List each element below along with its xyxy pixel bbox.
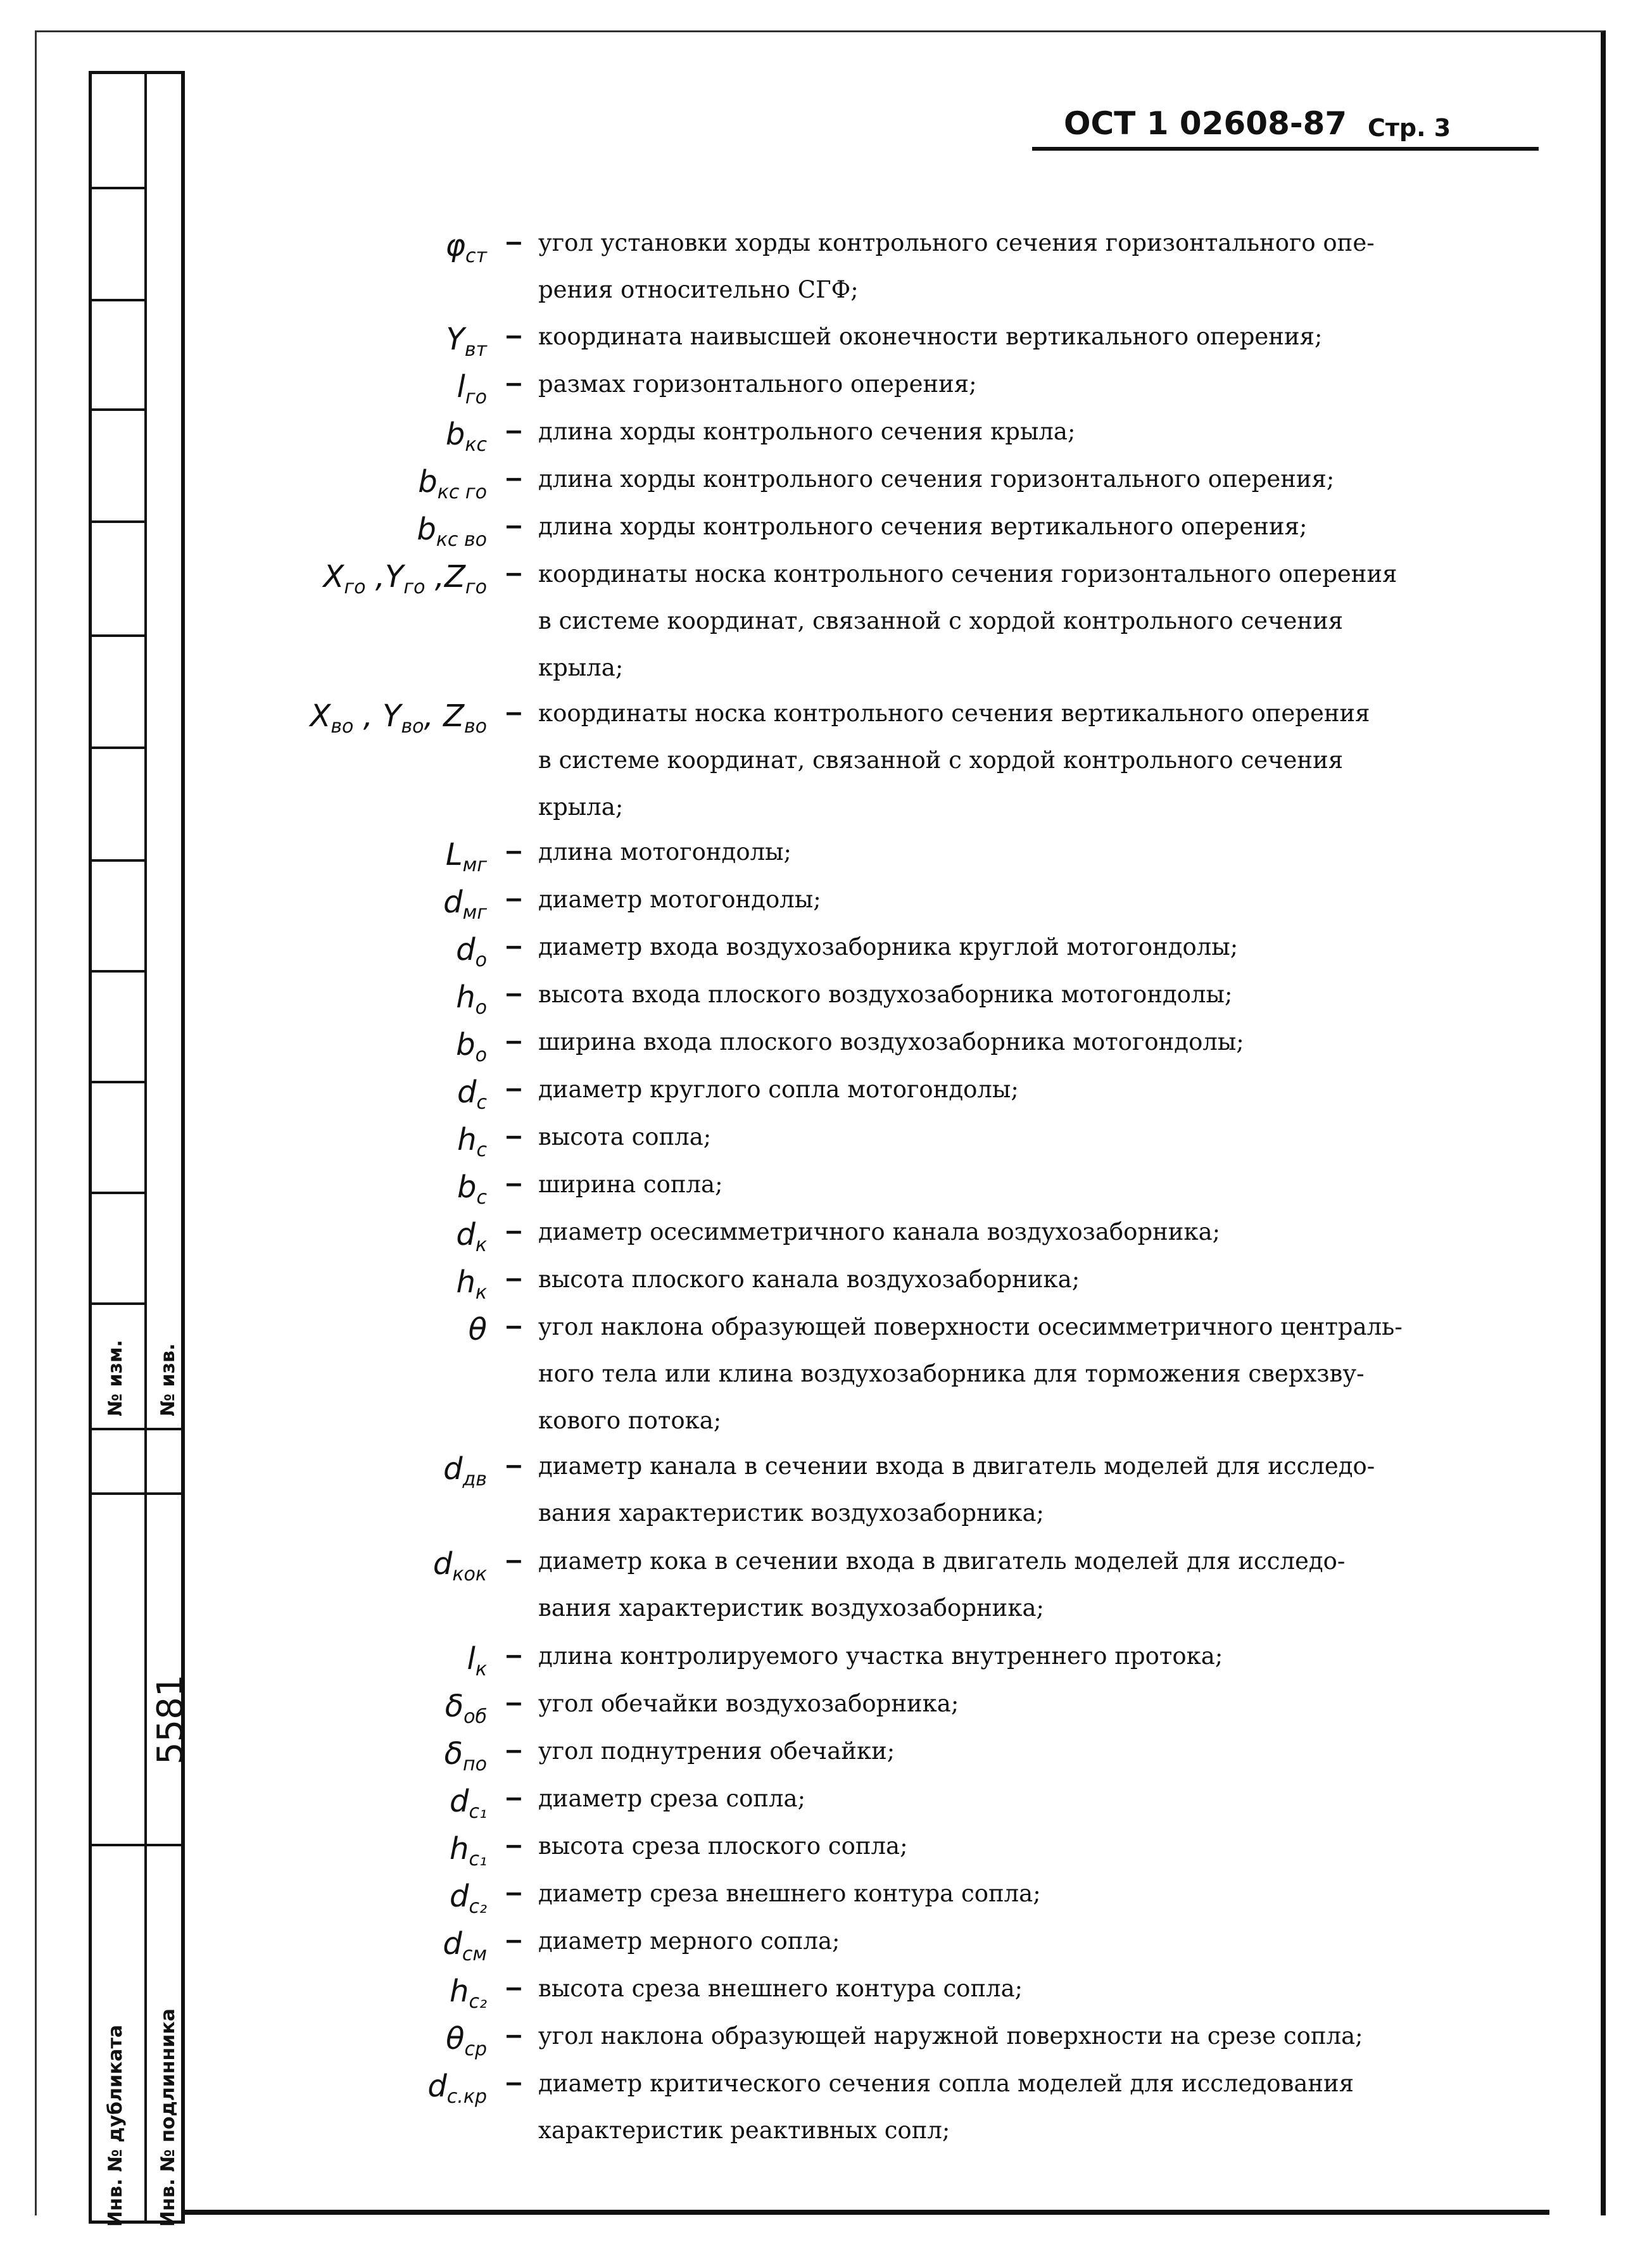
symbol-entry <box>0 1926 1652 1970</box>
symbol-subscript: с₂ <box>469 1896 487 1918</box>
symbol: $l_к$ <box>467 1641 487 1680</box>
symbol: $\delta_{по}$ <box>444 1736 487 1775</box>
symbol-definition-line: кового потока; <box>538 1407 722 1434</box>
symbol-definition-line: диаметр среза сопла; <box>538 1785 806 1812</box>
bottom-frame-rule <box>185 2210 1549 2215</box>
symbol-entry <box>0 464 1652 508</box>
change-number-label: № изм. <box>104 1340 127 1416</box>
symbol-definition-line: диаметр круглого сопла мотогондолы; <box>538 1076 1019 1103</box>
strip-row-divider <box>92 187 144 189</box>
symbol-definition-line: длина хорды контрольного сечения крыла; <box>538 418 1076 445</box>
symbol-subscript: кс во <box>436 529 487 551</box>
definition-dash: – <box>507 1546 521 1574</box>
symbol-definition-line: ного тела или клина воздухозаборника для торможения сверхзву- <box>538 1360 1365 1387</box>
definition-dash: – <box>507 1217 521 1245</box>
definition-dash: – <box>507 2069 521 2096</box>
symbol: $b_{кс го}$ <box>418 464 487 503</box>
definition-dash: – <box>507 1169 521 1197</box>
symbol-definition-line: вания характеристик воздухозаборника; <box>538 1499 1044 1527</box>
symbol-entry <box>0 980 1652 1024</box>
definition-dash: – <box>507 228 521 256</box>
strip-row-divider <box>92 299 144 301</box>
symbol-definition-line: ширина входа плоского воздухозаборника мотогондолы; <box>538 1028 1244 1055</box>
symbol: $d_к$ <box>456 1217 487 1256</box>
symbol-definition-line: диаметр канала в сечении входа в двигатель моделей для исследо- <box>538 1452 1375 1480</box>
symbol-definition-line: диаметр входа воздухозаборника круглой мотогондолы; <box>538 933 1239 961</box>
symbol-subscript: о <box>475 949 487 971</box>
symbol-subscript: го <box>465 386 487 408</box>
strip-row-divider <box>92 747 144 749</box>
symbol-entry <box>0 1027 1652 1071</box>
document-code: ОСТ 1 02608-87 <box>1064 105 1347 142</box>
symbol-definition-line: высота плоского канала воздухозаборника; <box>538 1266 1080 1293</box>
symbol-definition-line: длина хорды контрольного сечения вертикального оперения; <box>538 513 1308 540</box>
symbol-subscript: с <box>476 1092 487 1114</box>
symbol-definition-line: координаты носка контрольного сечения вертикального оперения <box>538 700 1370 727</box>
symbol-definition-line: крыла; <box>538 654 624 681</box>
symbol-entry <box>0 1736 1652 1780</box>
symbol-definition-line: угол наклона образующей поверхности осесимметричного централь- <box>538 1313 1403 1340</box>
definition-dash: – <box>507 1974 521 2001</box>
definition-dash: – <box>507 1736 521 1764</box>
symbol-subscript: кс <box>465 434 487 456</box>
page-number: Стр. 3 <box>1368 114 1451 142</box>
symbol-definition-line: крыла; <box>538 793 624 821</box>
symbol-entry <box>0 1641 1652 1685</box>
symbol-definition-line: размах горизонтального оперения; <box>538 370 977 398</box>
definition-dash: – <box>507 464 521 492</box>
symbol-definition-line: угол обечайки воздухозаборника; <box>538 1690 959 1717</box>
definition-dash: – <box>507 1074 521 1102</box>
symbol-entry <box>0 1264 1652 1309</box>
symbol-subscript: о <box>475 997 487 1019</box>
definition-dash: – <box>507 1264 521 1292</box>
definition-dash: – <box>507 932 521 960</box>
definition-dash: – <box>507 1689 521 1717</box>
symbol: $d_{кок}$ <box>432 1546 487 1585</box>
symbol-subscript: к <box>475 1658 487 1680</box>
symbol-subscript: кс го <box>437 481 487 503</box>
symbol-entry <box>0 322 1652 366</box>
symbol-subscript: об <box>463 1706 487 1728</box>
definition-dash: – <box>507 2021 521 2049</box>
symbol-definition-line: рения относительно СГФ; <box>538 276 859 303</box>
symbol-definition-line: высота входа плоского воздухозаборника мотогондолы; <box>538 981 1233 1008</box>
notice-number-label: № изв. <box>157 1343 179 1416</box>
definition-dash: – <box>507 980 521 1007</box>
original-inventory-number: 5581 <box>150 1674 191 1765</box>
symbol: $d_{дв}$ <box>443 1451 487 1490</box>
symbol-entry <box>0 932 1652 976</box>
symbol-subscript: вт <box>464 339 487 361</box>
symbol-subscript: к <box>475 1234 487 1256</box>
definition-dash: – <box>507 698 521 726</box>
symbol: $d_{с.кр}$ <box>427 2069 487 2108</box>
symbol-definition-line: диаметр мотогондолы; <box>538 886 821 913</box>
definition-dash: – <box>507 1122 521 1150</box>
page-header <box>1032 101 1539 152</box>
symbol-entry <box>0 1451 1652 1527</box>
symbol-definition-line: характеристик реактивных сопл; <box>538 2117 950 2144</box>
definition-dash: – <box>507 885 521 912</box>
symbol-subscript: с <box>476 1139 487 1161</box>
symbol-subscript: мг <box>462 854 487 876</box>
symbol-entry <box>0 1217 1652 1261</box>
symbol: $b_{кс во}$ <box>417 512 487 551</box>
symbol: $Y_{вт}$ <box>446 322 487 361</box>
symbol-entry <box>0 1879 1652 1923</box>
symbol: $d_о$ <box>456 932 487 971</box>
symbol-entry <box>0 228 1652 303</box>
symbol-subscript: с₁ <box>469 1848 487 1870</box>
symbol-entry <box>0 512 1652 556</box>
definition-dash: – <box>507 837 521 865</box>
symbol-definition-line: угол поднутрения обечайки; <box>538 1737 895 1765</box>
symbol: θ <box>468 1312 487 1347</box>
symbol-definition-line: длина мотогондолы; <box>538 838 792 866</box>
definition-dash: – <box>507 512 521 539</box>
symbol: $d_с$ <box>457 1074 487 1114</box>
symbol-definition-line: диаметр среза внешнего контура сопла; <box>538 1880 1041 1907</box>
definition-dash: – <box>507 322 521 350</box>
definition-dash: – <box>507 1451 521 1479</box>
symbol-definition-line: диаметр мерного сопла; <box>538 1927 840 1955</box>
symbol-entry <box>0 1122 1652 1166</box>
symbol: $l_{го}$ <box>457 369 487 408</box>
symbol: $\theta_{ср}$ <box>446 2021 487 2060</box>
symbol-entry <box>0 698 1652 821</box>
definition-dash: – <box>507 417 521 444</box>
symbol: $L_{мг}$ <box>445 837 487 876</box>
symbol: $d_{с_2}$ <box>450 1879 487 1918</box>
symbol-entry <box>0 837 1652 881</box>
symbol: $h_к$ <box>456 1264 487 1304</box>
symbol-subscript: кок <box>452 1563 487 1585</box>
definition-dash: – <box>507 559 521 587</box>
symbol-subscript: с <box>476 1187 487 1209</box>
symbol-entry <box>0 1974 1652 2018</box>
symbol: $h_с$ <box>457 1122 487 1161</box>
symbol-subscript: мг <box>462 902 487 924</box>
symbol-entry <box>0 2069 1652 2144</box>
definition-dash: – <box>507 1641 521 1669</box>
symbol-subscript: с.кр <box>446 2086 487 2108</box>
symbol-entry <box>0 1831 1652 1875</box>
symbol-subscript: о <box>475 1044 487 1066</box>
symbol-definition-line: координаты носка контрольного сечения горизонтального оперения <box>538 560 1397 588</box>
symbol: $\varphi_{ст}$ <box>445 228 487 267</box>
symbol: $X_{во}$ , $Y_{во}$, $Z_{во}$ <box>310 698 487 738</box>
symbol-entry <box>0 417 1652 461</box>
symbol: $h_{с_1}$ <box>450 1831 487 1870</box>
symbol-definition-line: угол наклона образующей наружной поверхности на срезе сопла; <box>538 2022 1363 2050</box>
symbol-definition-line: высота среза внешнего контура сопла; <box>538 1975 1023 2002</box>
symbol: $b_с$ <box>457 1169 487 1209</box>
definition-dash: – <box>507 1312 521 1340</box>
symbol-definition-line: длина хорды контрольного сечения горизонтального оперения; <box>538 465 1335 493</box>
symbol: $d_{с_1}$ <box>450 1784 487 1823</box>
symbol-entry <box>0 369 1652 413</box>
symbol-definition-line: диаметр осесимметричного канала воздухозаборника; <box>538 1218 1221 1245</box>
symbol-definition-line: координата наивысшей оконечности вертикального оперения; <box>538 323 1323 350</box>
symbol: $h_о$ <box>456 980 487 1019</box>
symbol-definition-line: в системе координат, связанной с хордой контрольного сечения <box>538 607 1344 634</box>
definition-dash: – <box>507 1831 521 1859</box>
symbol-subscript: с₂ <box>469 1991 487 2013</box>
symbol-definition-line: угол установки хорды контрольного сечения горизонтального опе- <box>538 229 1375 256</box>
symbol-entry <box>0 559 1652 681</box>
symbol: $b_{кс}$ <box>445 417 487 456</box>
symbol-entry <box>0 1169 1652 1214</box>
symbol-definition-line: диаметр кока в сечении входа в двигатель моделей для исследо- <box>538 1547 1346 1575</box>
symbol-subscript: с₁ <box>469 1801 487 1823</box>
header-rule <box>1032 147 1539 151</box>
symbol-subscript: ст <box>465 245 487 267</box>
symbol: $\delta_{об}$ <box>445 1689 487 1728</box>
symbol-subscript: дв <box>462 1468 487 1490</box>
strip-row-divider <box>92 1428 185 1430</box>
symbol: $h_{с_2}$ <box>450 1974 487 2013</box>
symbol-subscript: см <box>462 1943 487 1965</box>
definition-dash: – <box>507 1027 521 1055</box>
symbol-entry <box>0 2021 1652 2065</box>
symbol-definition-line: высота среза плоского сопла; <box>538 1832 908 1860</box>
definition-dash: – <box>507 369 521 397</box>
symbol-definition-line: диаметр критического сечения сопла моделей для исследования <box>538 2070 1354 2097</box>
symbol-definition-line: вания характеристик воздухозаборника; <box>538 1594 1044 1622</box>
symbol-definition-line: длина контролируемого участка внутреннего протока; <box>538 1642 1223 1670</box>
symbol-definition-line: в системе координат, связанной с хордой контрольного сечения <box>538 747 1344 774</box>
symbol-definition-line: высота сопла; <box>538 1123 712 1150</box>
symbol-subscript: к <box>475 1282 487 1304</box>
definition-dash: – <box>507 1879 521 1906</box>
symbol: $d_{мг}$ <box>443 885 487 924</box>
definition-dash: – <box>507 1926 521 1954</box>
original-inventory-label: Инв. № подлинника <box>157 2008 179 2227</box>
symbol-entry <box>0 1784 1652 1828</box>
strip-row-divider <box>92 634 144 637</box>
symbol: $X_{го}$ $,Y_{го}$ $,Z_{го}$ <box>323 559 487 598</box>
symbol-entry <box>0 1074 1652 1119</box>
symbol-subscript: по <box>463 1753 487 1775</box>
symbol-definition-line: ширина сопла; <box>538 1171 723 1198</box>
symbol: $d_{см}$ <box>443 1926 487 1965</box>
symbol-subscript: ср <box>464 2038 487 2060</box>
symbol-entry <box>0 885 1652 929</box>
symbol: $b_о$ <box>456 1027 487 1066</box>
symbol-entry <box>0 1546 1652 1622</box>
definition-dash: – <box>507 1784 521 1811</box>
symbol-entry <box>0 1689 1652 1733</box>
duplicate-inventory-label: Инв. № дубликата <box>104 2024 127 2227</box>
